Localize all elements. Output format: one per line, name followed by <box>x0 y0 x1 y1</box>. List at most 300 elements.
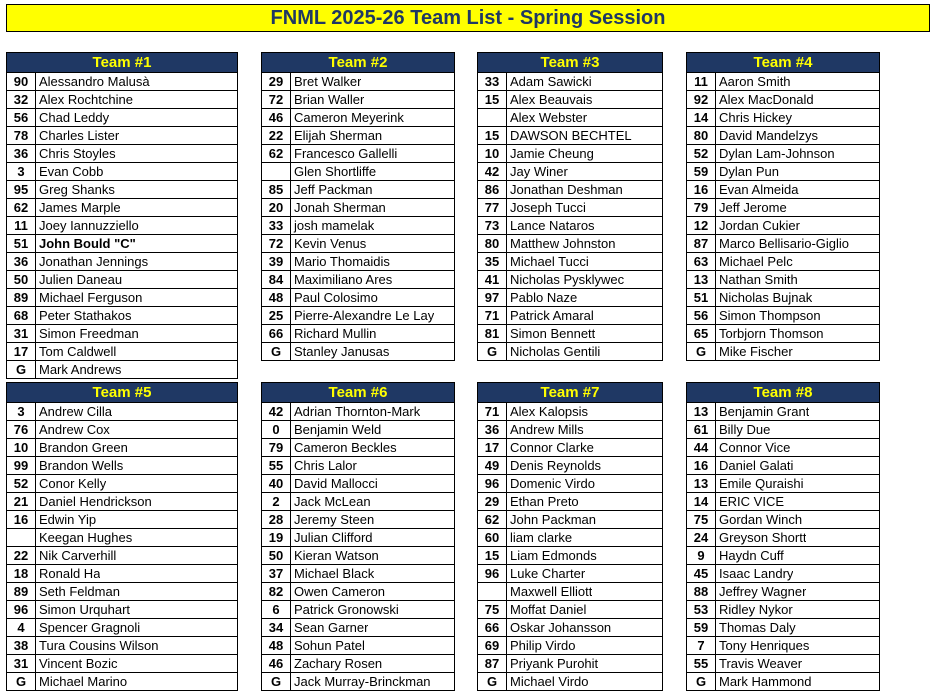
jersey-number: 16 <box>687 457 716 474</box>
player-row <box>7 181 237 199</box>
jersey-number: 29 <box>478 493 507 510</box>
player-row <box>478 91 662 109</box>
player-row <box>7 127 237 145</box>
player-row <box>478 343 662 360</box>
player-name: Tony Henriques <box>719 638 810 653</box>
player-row <box>478 145 662 163</box>
jersey-number: 76 <box>7 421 36 438</box>
player-row <box>687 475 879 493</box>
player-row <box>7 529 237 547</box>
player-row <box>7 235 237 253</box>
jersey-number: 14 <box>687 109 716 126</box>
player-name: Dylan Lam-Johnson <box>719 146 835 161</box>
player-name: Nicholas Pysklywec <box>510 272 625 287</box>
player-row <box>687 217 879 235</box>
jersey-number: 55 <box>687 655 716 672</box>
player-name: Andrew Cox <box>39 422 110 437</box>
player-row <box>262 673 454 690</box>
jersey-number: 92 <box>687 91 716 108</box>
player-name: Bret Walker <box>294 74 362 89</box>
jersey-number: 55 <box>262 457 291 474</box>
player-row <box>262 199 454 217</box>
player-row <box>478 601 662 619</box>
jersey-number: 36 <box>7 253 36 270</box>
player-row <box>687 325 879 343</box>
jersey-number: 13 <box>687 271 716 288</box>
player-row <box>262 439 454 457</box>
player-row <box>687 421 879 439</box>
player-row <box>262 271 454 289</box>
player-name: Elijah Sherman <box>294 128 383 143</box>
jersey-number: 31 <box>7 325 36 342</box>
player-row <box>262 109 454 127</box>
jersey-number: 20 <box>262 199 291 216</box>
player-row <box>478 565 662 583</box>
player-row <box>7 619 237 637</box>
player-name: Simon Bennett <box>510 326 596 341</box>
jersey-number: 22 <box>262 127 291 144</box>
jersey-number: 87 <box>687 235 716 252</box>
player-name: Seth Feldman <box>39 584 120 599</box>
jersey-number: 3 <box>7 403 36 420</box>
jersey-number: 0 <box>262 421 291 438</box>
player-row <box>478 403 662 421</box>
jersey-number: 19 <box>262 529 291 546</box>
player-name: josh mamelak <box>294 218 375 233</box>
player-name: Jay Winer <box>510 164 568 179</box>
player-name: Mark Andrews <box>39 362 122 377</box>
player-row <box>262 493 454 511</box>
player-row <box>687 199 879 217</box>
player-row <box>262 565 454 583</box>
player-row <box>687 547 879 565</box>
player-name: Matthew Johnston <box>510 236 616 251</box>
jersey-number: 16 <box>687 181 716 198</box>
player-row <box>262 475 454 493</box>
player-row <box>7 547 237 565</box>
jersey-number <box>478 583 507 600</box>
player-row <box>262 619 454 637</box>
player-name: Thomas Daly <box>719 620 796 635</box>
player-row <box>7 91 237 109</box>
player-name: Keegan Hughes <box>39 530 133 545</box>
player-row <box>687 289 879 307</box>
jersey-number: 32 <box>7 91 36 108</box>
player-name: Dylan Pun <box>719 164 779 179</box>
jersey-number: 56 <box>7 109 36 126</box>
player-row <box>7 343 237 361</box>
jersey-number: 69 <box>478 637 507 654</box>
jersey-number: 33 <box>262 217 291 234</box>
player-row <box>687 145 879 163</box>
player-row <box>478 307 662 325</box>
jersey-number: 36 <box>7 145 36 162</box>
jersey-number: 34 <box>262 619 291 636</box>
jersey-number: 10 <box>478 145 507 162</box>
player-name: Owen Cameron <box>294 584 386 599</box>
player-row <box>7 289 237 307</box>
player-name: Richard Mullin <box>294 326 377 341</box>
jersey-number: 80 <box>687 127 716 144</box>
jersey-number: 53 <box>687 601 716 618</box>
jersey-number: 77 <box>478 199 507 216</box>
jersey-number: 17 <box>478 439 507 456</box>
jersey-number: 96 <box>7 601 36 618</box>
player-name: Michael Tucci <box>510 254 589 269</box>
player-row <box>478 217 662 235</box>
player-row <box>7 361 237 378</box>
player-name: Priyank Purohit <box>510 656 599 671</box>
player-row <box>478 673 662 690</box>
player-row <box>687 655 879 673</box>
jersey-number: 7 <box>687 637 716 654</box>
player-name: Jeffrey Wagner <box>719 584 807 599</box>
jersey-number: 96 <box>478 475 507 492</box>
jersey-number: 35 <box>478 253 507 270</box>
jersey-number: 52 <box>7 475 36 492</box>
player-row <box>262 145 454 163</box>
player-row <box>262 655 454 673</box>
player-row <box>687 253 879 271</box>
jersey-number: 50 <box>7 271 36 288</box>
player-row <box>687 673 879 690</box>
player-name: Andrew Cilla <box>39 404 112 419</box>
player-name: Cameron Beckles <box>294 440 397 455</box>
player-name: James Marple <box>39 200 121 215</box>
player-name: Alex Webster <box>510 110 588 125</box>
player-row <box>478 439 662 457</box>
player-row <box>478 493 662 511</box>
player-name: Nicholas Gentili <box>510 344 601 359</box>
player-name: Haydn Cuff <box>719 548 784 563</box>
player-row <box>478 583 662 601</box>
player-name: DAWSON BECHTEL <box>510 128 632 143</box>
player-name: Jonathan Deshman <box>510 182 623 197</box>
player-row <box>7 457 237 475</box>
team-header: Team #2 <box>262 53 454 73</box>
player-row <box>7 109 237 127</box>
player-row <box>262 235 454 253</box>
player-name: Oskar Johansson <box>510 620 612 635</box>
player-name: Michael Marino <box>39 674 128 689</box>
team-table-1 <box>6 52 238 379</box>
player-name: Alex Beauvais <box>510 92 593 107</box>
jersey-number: 89 <box>7 583 36 600</box>
player-row <box>262 403 454 421</box>
player-row <box>478 199 662 217</box>
player-name: David Mandelzys <box>719 128 818 143</box>
player-name: Connor Clarke <box>510 440 594 455</box>
team-header: Team #7 <box>478 383 662 403</box>
player-row <box>7 673 237 690</box>
player-name: Michael Ferguson <box>39 290 143 305</box>
jersey-number: 28 <box>262 511 291 528</box>
jersey-number: 33 <box>478 73 507 90</box>
player-name: Nicholas Bujnak <box>719 290 813 305</box>
jersey-number: G <box>687 673 716 690</box>
jersey-number: 97 <box>478 289 507 306</box>
player-name: Moffat Daniel <box>510 602 587 617</box>
player-name: John Packman <box>510 512 596 527</box>
player-name: Julian Clifford <box>294 530 373 545</box>
player-name: Jack Murray-Brinckman <box>294 674 431 689</box>
jersey-number: G <box>478 343 507 360</box>
player-row <box>7 601 237 619</box>
jersey-number: G <box>7 361 36 378</box>
player-row <box>262 91 454 109</box>
player-name: Evan Cobb <box>39 164 104 179</box>
player-name: Kevin Venus <box>294 236 367 251</box>
player-name: Daniel Galati <box>719 458 794 473</box>
jersey-number: 39 <box>262 253 291 270</box>
team-table-8 <box>686 382 880 691</box>
player-name: Peter Stathakos <box>39 308 132 323</box>
jersey-number: 42 <box>478 163 507 180</box>
jersey-number: 13 <box>687 475 716 492</box>
jersey-number: 61 <box>687 421 716 438</box>
player-name: Sohun Patel <box>294 638 365 653</box>
player-name: Michael Pelc <box>719 254 793 269</box>
player-name: Tura Cousins Wilson <box>39 638 159 653</box>
player-name: Daniel Hendrickson <box>39 494 152 509</box>
team-table-7 <box>477 382 663 691</box>
player-row <box>7 439 237 457</box>
jersey-number: 84 <box>262 271 291 288</box>
player-name: Jordan Cukier <box>719 218 800 233</box>
player-row <box>262 289 454 307</box>
player-name: Edwin Yip <box>39 512 97 527</box>
jersey-number: 79 <box>262 439 291 456</box>
player-name: Andrew Mills <box>510 422 584 437</box>
player-name: Denis Reynolds <box>510 458 602 473</box>
jersey-number: 62 <box>478 511 507 528</box>
jersey-number: 89 <box>7 289 36 306</box>
player-name: Jonathan Jennings <box>39 254 149 269</box>
player-name: Marco Bellisario-Giglio <box>719 236 850 251</box>
player-name: Luke Charter <box>510 566 586 581</box>
jersey-number: 4 <box>7 619 36 636</box>
player-name: Aaron Smith <box>719 74 791 89</box>
jersey-number: 3 <box>7 163 36 180</box>
jersey-number: 75 <box>478 601 507 618</box>
player-name: Brian Waller <box>294 92 365 107</box>
player-row <box>687 619 879 637</box>
player-name: Adam Sawicki <box>510 74 592 89</box>
jersey-number: 44 <box>687 439 716 456</box>
team-header: Team #6 <box>262 383 454 403</box>
player-name: Isaac Landry <box>719 566 794 581</box>
player-name: Maxwell Elliott <box>510 584 593 599</box>
jersey-number: 10 <box>7 439 36 456</box>
player-row <box>478 253 662 271</box>
player-row <box>262 343 454 360</box>
jersey-number: 65 <box>687 325 716 342</box>
player-name: Billy Due <box>719 422 771 437</box>
player-row <box>7 493 237 511</box>
player-name: Mark Hammond <box>719 674 812 689</box>
player-row <box>262 457 454 475</box>
jersey-number: 66 <box>262 325 291 342</box>
player-name: Stanley Janusas <box>294 344 390 359</box>
player-name: Mario Thomaidis <box>294 254 390 269</box>
player-name: Alex Kalopsis <box>510 404 589 419</box>
player-name: Pierre-Alexandre Le Lay <box>294 308 435 323</box>
player-name: Pablo Naze <box>510 290 578 305</box>
player-name: Glen Shortliffe <box>294 164 377 179</box>
jersey-number: 90 <box>7 73 36 90</box>
jersey-number: 46 <box>262 109 291 126</box>
player-name: Tom Caldwell <box>39 344 117 359</box>
player-name: Alex MacDonald <box>719 92 814 107</box>
player-row <box>478 163 662 181</box>
player-row <box>262 601 454 619</box>
jersey-number: 71 <box>478 307 507 324</box>
player-name: Sean Garner <box>294 620 369 635</box>
jersey-number: 11 <box>7 217 36 234</box>
player-row <box>478 457 662 475</box>
player-row <box>687 439 879 457</box>
player-name: liam clarke <box>510 530 573 545</box>
player-row <box>7 583 237 601</box>
player-name: Lance Nataros <box>510 218 595 233</box>
player-row <box>687 181 879 199</box>
player-name: Michael Virdo <box>510 674 589 689</box>
player-name: Maximiliano Ares <box>294 272 393 287</box>
jersey-number: 73 <box>478 217 507 234</box>
player-row <box>687 457 879 475</box>
player-name: Benjamin Weld <box>294 422 382 437</box>
jersey-number: 95 <box>7 181 36 198</box>
jersey-number: 86 <box>478 181 507 198</box>
team-table-5 <box>6 382 238 691</box>
jersey-number: 42 <box>262 403 291 420</box>
player-row <box>262 529 454 547</box>
jersey-number: 51 <box>687 289 716 306</box>
player-name: Simon Urquhart <box>39 602 131 617</box>
player-row <box>687 601 879 619</box>
player-row <box>7 145 237 163</box>
jersey-number: 81 <box>478 325 507 342</box>
jersey-number: 29 <box>262 73 291 90</box>
player-row <box>478 619 662 637</box>
jersey-number: 56 <box>687 307 716 324</box>
jersey-number: 78 <box>7 127 36 144</box>
player-name: Ethan Preto <box>510 494 579 509</box>
player-name: Cameron Meyerink <box>294 110 404 125</box>
player-row <box>478 325 662 343</box>
player-name: Alessandro Malusà <box>39 74 150 89</box>
player-name: Patrick Amaral <box>510 308 594 323</box>
player-row <box>687 511 879 529</box>
player-row <box>262 253 454 271</box>
player-row <box>262 511 454 529</box>
player-name: Emile Quraishi <box>719 476 804 491</box>
player-row <box>262 325 454 343</box>
player-row <box>7 421 237 439</box>
jersey-number: 66 <box>478 619 507 636</box>
player-name: Ridley Nykor <box>719 602 793 617</box>
jersey-number: 37 <box>262 565 291 582</box>
player-name: Greg Shanks <box>39 182 115 197</box>
player-row <box>478 127 662 145</box>
player-name: Domenic Virdo <box>510 476 596 491</box>
player-name: Vincent Bozic <box>39 656 118 671</box>
player-name: Chad Leddy <box>39 110 110 125</box>
jersey-number: 15 <box>478 547 507 564</box>
player-name: Nathan Smith <box>719 272 798 287</box>
player-name: Greyson Shortt <box>719 530 807 545</box>
jersey-number: 80 <box>478 235 507 252</box>
jersey-number: 71 <box>478 403 507 420</box>
jersey-number: 85 <box>262 181 291 198</box>
jersey-number: 48 <box>262 289 291 306</box>
player-name: Jamie Cheung <box>510 146 594 161</box>
player-name: Jeff Packman <box>294 182 373 197</box>
jersey-number: 48 <box>262 637 291 654</box>
player-row <box>7 565 237 583</box>
player-name: Gordan Winch <box>719 512 803 527</box>
player-row <box>687 493 879 511</box>
jersey-number: 82 <box>262 583 291 600</box>
player-name: Kieran Watson <box>294 548 379 563</box>
jersey-number: 12 <box>687 217 716 234</box>
player-row <box>7 325 237 343</box>
jersey-number: 13 <box>687 403 716 420</box>
player-row <box>687 235 879 253</box>
player-name: Julien Daneau <box>39 272 123 287</box>
player-name: Patrick Gronowski <box>294 602 399 617</box>
player-row <box>7 217 237 235</box>
jersey-number: 17 <box>7 343 36 360</box>
player-name: Travis Weaver <box>719 656 803 671</box>
player-row <box>7 655 237 673</box>
player-name: Nik Carverhill <box>39 548 117 563</box>
jersey-number: 50 <box>262 547 291 564</box>
jersey-number: 41 <box>478 271 507 288</box>
player-name: Connor Vice <box>719 440 791 455</box>
player-name: Brandon Wells <box>39 458 124 473</box>
player-name: Chris Hickey <box>719 110 792 125</box>
jersey-number: 59 <box>687 163 716 180</box>
player-name: Evan Almeida <box>719 182 799 197</box>
player-name: Brandon Green <box>39 440 128 455</box>
jersey-number: 72 <box>262 91 291 108</box>
player-name: ERIC VICE <box>719 494 785 509</box>
player-row <box>7 271 237 289</box>
player-name: Benjamin Grant <box>719 404 810 419</box>
player-row <box>687 565 879 583</box>
jersey-number <box>478 109 507 126</box>
player-row <box>262 307 454 325</box>
player-name: Simon Thompson <box>719 308 821 323</box>
jersey-number: 68 <box>7 307 36 324</box>
player-row <box>7 307 237 325</box>
player-row <box>7 637 237 655</box>
player-row <box>687 271 879 289</box>
player-row <box>478 511 662 529</box>
player-name: Jeremy Steen <box>294 512 375 527</box>
player-name: John Bould "C" <box>39 236 136 251</box>
jersey-number: 62 <box>262 145 291 162</box>
player-row <box>262 217 454 235</box>
player-name: Joey Iannuzziello <box>39 218 139 233</box>
player-row <box>687 109 879 127</box>
player-name: Spencer Gragnoli <box>39 620 141 635</box>
player-row <box>687 529 879 547</box>
player-row <box>478 637 662 655</box>
team-table-6 <box>261 382 455 691</box>
player-row <box>478 271 662 289</box>
